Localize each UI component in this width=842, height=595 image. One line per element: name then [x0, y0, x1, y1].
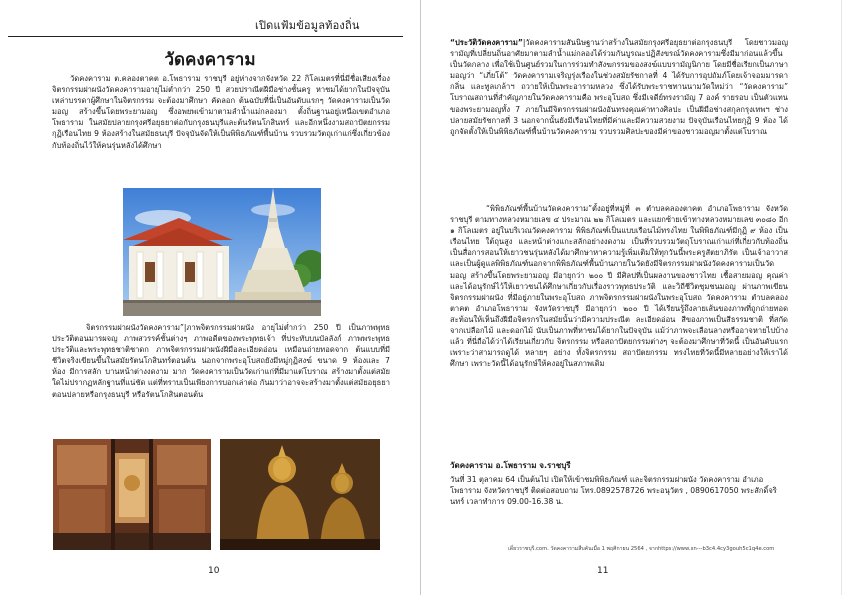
location-subhead: วัดคงคาราม อ.โพธาราม จ.ราชบุรี [450, 461, 571, 470]
temple-chedi-photo [123, 188, 321, 316]
mural-interior-photo [53, 439, 211, 550]
mural-paragraph: จิตรกรรมฝาผนังวัดคงคาราม”|ภาพจิตรกรรมฝาผนัง อายุไม่ต่ำกว่า 250 ปี เป็นภาพพุทธประวัติตอนมารผจญ ภาพสวรรค์ชั้นต่างๆ ภาพอดีตของพระพุทธเจ้า ที่ประทับบนบัลลังก์ ภาพพระพุทธประวัติและพระพุทธชาติชาดก ภาพจิตรกรรมฝาผนังฝีมือละเอียดอ่อน เหมือนถ่ายทอดจาก ต้นแบบที่มี ชีวิตจริงเขียนขึ้นในสมัยรัตนโกสินทร์ตอนต้น นอกจากพระอุโบสถยังมีหมู่กุฏิสงฆ์ ขนาด 9 ห้องและ 7 ห้อง มีการสลัก บานหน้าต่างงดงาม มาก วัดคงคารามเป็นวัดเก่าแก่ที่มีมาแต่โบราณ สร้างมาตั้งแต่สมัยใดไม่ปรากฏหลักฐานที่แน่ชัด แต่ที่ทราบเป็นเพียงการบอกเล่าต่อ กันมาว่าอาจจะสร้างมาตั้งแต่สมัยอยุธยาตอนปลายหรือกรุงธนบุรี หรือรัตนโกสินตอนต้น [52, 323, 390, 399]
history-lead: “ประวัติวัดคงคาราม” [450, 38, 523, 47]
intro-paragraph: วัดคงคาราม ต.คลองตาคต อ.โพธาราม ราชบุรี อยู่ห่างจากจังหวัด 22 กิโลเมตรที่นี่มีชื่อเสียงเรื่อง จิตรกรรมฝาผนังวัดคงคารามอายุไม่ต่ำกว่า 250 ปี สวยปราณีตฝีมือช่างชั้นครู หาชมได้ยากในปัจจุบัน เหล่าบรรดาผู้ศึกษาในจิตรกรรม จะต้องมาศึกษา คัดลอก ต้นฉบับที่นี่เป็นอันดับแรกๆ วัดคงคารามเป็นวัดมอญ สร้างขึ้นโดยพระยามอญ ซึ่งอพยพเข้ามาตามลำน้ำแม่กลองมา ตั้งถิ่นฐานอยู่เหนือเขตอำเภอโพธาราม ในสมัยปลายกรุงศรีอยุธยาต่อกับกรุงธนบุรีและต้นรัตนโกสินทร์ และอีกหนึ่งงามสถาปัตยกรรม กุฏิเรือนไทย 9 ห้องสร้างในสมัยธนบุรี ปัจจุบันจัดให้เป็นพิพิธภัณฑ์พื้นบ้าน รวบรวมวัตถุเก่าแก่ซึ่งเกี่ยวข้องกับท้องถิ่นไว้ให้คนรุ่นหลังได้ศึกษา [52, 74, 390, 150]
museum-lead: “พิพิธภัณฑ์พื้นบ้านวัดคงคาราม” [486, 204, 593, 213]
buddha-statue-photo [220, 439, 380, 550]
source-citation: เดี่ยวราชบุรี.com. วัดคงคารามสืบค้นเมื่อ 1 พฤศิกายน 2564 , จากhttps://www.xn---b3c4.4cy3gouh5c1q4e.com [508, 546, 775, 552]
left-page [0, 0, 420, 595]
page-title: วัดคงคาราม [164, 50, 256, 70]
museum-paragraph [450, 203, 788, 369]
history-text: |วัดคงคารามสันนิษฐานว่าสร้างในสมัยกรุงศรีอยุธยาต่อกรุงธนบุรี โดยชาวมอญรามัญที่เปลี่ยนถิ่นอาศัยมาตามลำน้ำแม่กลองได้ร่วมกันบูรณะปฏิสังขรณ์วัดคงคารามซึ่งมีมาก่อนแล้วขึ้นเป็นวัดกลาง เพื่อใช้เป็นศูนย์รวมในการร่วมทำสังฆกรรมของสงฆ์แบบรามัญนิกาย โดยมีชื่อเรียกเป็นภาษามอญว่า “เภี่ยโต้” วัดคงคารามเจริญรุ่งเรืองในช่วงสมัยรัชกาลที่ 4 ได้รับการอุปถัมภ์โดยเจ้าจอมมารดากลิ่น และทูลเกล้าฯ ถวายให้เป็นพระอารามหลวง ซึ่งได้รับพระราชทานนามวัดใหม่ว่า “วัดคงคาราม” โบราณสถานที่สำคัญภายในวัดคงคารามคือ พระอุโบสถ ซึ่งมีเจดีย์ทรงรามัญ 7 องค์ รายรอบ เป็นตัวแทนของพระยามอญทั้ง 7 ภายในมีจิตรกรรมฝาผนังอันทรงคุณค่าทางศิลปะ เป็นฝีมือช่างสกุลกรุงเทพฯ ช่างปลายสมัยรัชกาลที่ 3 นอกจากนั้นยังมีเรือนไทยที่มีค่าและมีความสวยงาม ปัจจุบันเรือนไทยกุฏิ 9 ห้อง ได้ถูกจัดตั้งให้เป็นพิพิธภัณฑ์พื้นบ้านวัดคงคาราม รวบรวมศิลปะของมีค่าของชาวมอญมาตั้งแต่โบราณ [450, 38, 788, 136]
page-number-left: 10 [208, 566, 220, 576]
page-number-right: 11 [597, 566, 609, 576]
header-rule [8, 36, 403, 37]
visiting-info: วันที่ 31 ตุลาคม 64 เป็นต้นไป เปิดให้เข้าชมพิพิธภัณฑ์ และจิตรกรรมฝาผนัง วัดคงคาราม อำเภอโพธาราม จังหวัดราชบุรี ติดต่อสอบถาม โทร.0892578726 พระอนุวัตร , 0890617050 พระสักดิ์จรินทร์ เวลาทำการ 09.00-16.38 น. [450, 475, 777, 507]
running-header: เปิดแฟ้มข้อมูลท้องถิ่น [255, 19, 360, 32]
museum-text: ตั้งอยู่ที่หมู่ที่ ๓ ตำบลคลองตาคต อำเภอโพธาราม จังหวัดราชบุรี ตามทางหลวงหมายเลข ๔ ประมาณ ๒๒ กิโลเมตร และแยกซ้ายเข้าทางหลวงหมายเลข ๓๐๘๐ อีก ๑ กิโลเมตร อยู่ในบริเวณวัดคงคาราม พิพิธภัณฑ์เป็นแบบเรือนไม้ทรงไทย ในพิพิธภัณฑ์มีกุฏิ ๙ ห้อง เป็นเรือนไทย ใต้ถุนสูง และหน้าต่างแกะสลักอย่างงดงาม เป็นที่รวบรวมวัตถุโบราณเก่าแก่ที่เกี่ยวกับท้องถิ่น เป็นสื่อการสอนให้เยาวชนรุ่นหลังได้มาศึกษาหาความรู้เพิ่มเติมให้ทุกวันนี้พระครูสัตยาภิรัต เป็นเจ้าอาวาสและเป็นผู้ดูแลพิพิธภัณฑ์นอกจากพิพิธภัณฑ์พื้นบ้านภายในวัดยังมีจิตรกรรมฝาผนังวัดคงคารามเป็นวัดมอญ สร้างขึ้นโดยพระยามอญ มีอายุกว่า ๒๐๐ ปี มีศิลปที่เป็นผลงานของชาวไทย เชื้อสายมอญ คุณค่า และได้อนุรักษ์ไว้ให้เยาวชนได้ศึกษาเกี่ยวกับเรื่องราวพุทธประวัติ และวิถีชีวิตชุมชนมอญ ผ่านภาพเขียนจิตรกรรมฝาผนัง ที่มีอยู่ภายในพระอุโบสถ ภาพจิตรกรรมฝาผนังในพระอุโบสถ วัดคงคาราม ตำบลคลองตาคต อำเภอโพธาราม จังหวัดราชบุรี มีอายุกว่า ๒๐๐ ปี ได้เรียนรู้ถึงลายเส้นของภาพที่ถูกถ่ายทอด สะท้อนให้เห็นถึงฝีมือจิตรกรในสมัยนั้นว่ามีความประณีต ละเอียดอ่อน สีของภาพเป็นสีธรรมชาติ ที่สกัดจากเปลือกไม้ และดอกไม้ นับเป็นภาพที่หาชมได้ยากในปัจจุบัน แม้ว่าภาพจะเลือนลางหรืออาจหายไปบ้างแล้ว ที่นี่ถือได้ว่าได้เรียนเกี่ยวกับ จิตรกรรม หรือสถาปัตยกรรมต่างๆ จะต้องมาศึกษาที่วัดนี้ เป็นอันดับแรก เพราะว่าสามารถดูได้ หลายๆ อย่าง ทั้งจิตรกรรม สถาปัตยกรรม ทรงไทยที่วัดนี้มีหลายอย่างให้เราได้ศึกษา เพราะวัดนี้ได้อนุรักษ์ให้คงอยู่ในสภาพเดิม [450, 204, 788, 369]
history-paragraph [450, 37, 788, 137]
